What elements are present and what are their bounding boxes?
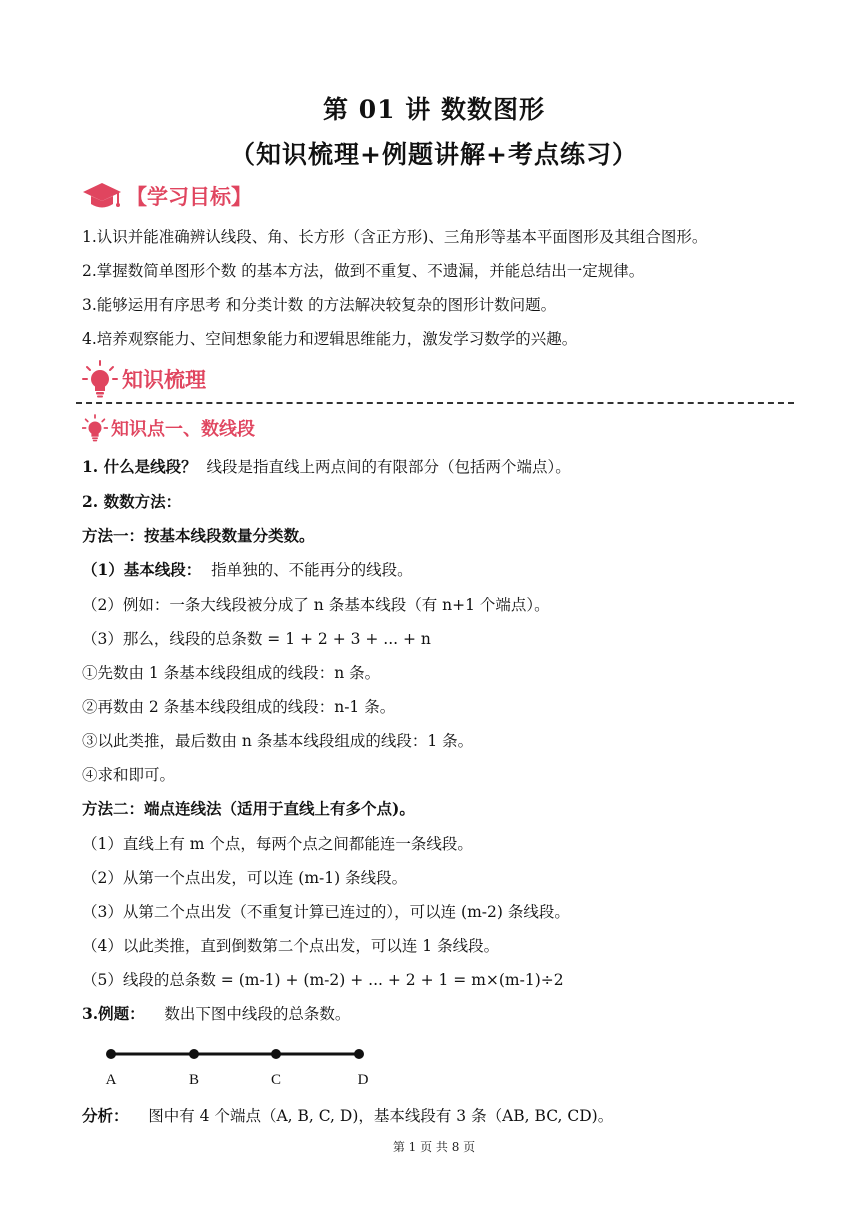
page-footer: 第 1 页 共 8 页 — [392, 1140, 476, 1154]
q1-label: 1. 什么是线段？ — [82, 457, 197, 476]
lightbulb-icon — [82, 360, 118, 398]
q1-line — [82, 457, 571, 477]
page-subtitle: （知识梳理+例题讲解+考点练习） — [230, 140, 638, 169]
method1-line: ③以此类推，最后数由 n 条基本线段组成的线段：1 条。 — [82, 732, 474, 750]
analysis-line — [82, 1106, 613, 1126]
q1-text: 线段是指直线上两点间的有限部分（包括两个端点）。 — [206, 458, 571, 476]
point-b — [189, 1049, 199, 1059]
method1-line: ②再数由 2 条基本线段组成的线段：n-1 条。 — [82, 698, 396, 716]
label-b: B — [188, 1072, 200, 1088]
goals-heading-text: 【学习目标】 — [126, 185, 252, 209]
knowledge-heading-text: 知识梳理 — [122, 368, 206, 392]
analysis-label: 分析： — [82, 1106, 129, 1125]
analysis-text: 图中有 4 个端点（A, B, C, D)，基本线段有 3 条（AB, BC, CD)。 — [148, 1107, 614, 1125]
goals-heading — [82, 180, 252, 212]
graduation-cap-icon — [82, 180, 122, 212]
method1-basic-label: （1）基本线段： — [82, 560, 202, 579]
method1-basic — [82, 560, 413, 580]
goal-item: 4.培养观察能力、空间想象能力和逻辑思维能力，激发学习数学的兴趣。 — [82, 330, 578, 348]
lightbulb-icon — [82, 414, 108, 442]
method2-line: （4）以此类推，直到倒数第二个点出发，可以连 1 条线段。 — [82, 937, 500, 955]
segment-diagram — [95, 1040, 385, 1090]
method2-line: （5）线段的总条数 = (m-1) + (m-2) + ... + 2 + 1 = m×(m-1)÷2 — [82, 971, 564, 989]
label-a: A — [105, 1072, 117, 1088]
label-c: C — [270, 1072, 282, 1088]
point-c — [271, 1049, 281, 1059]
goal-item: 3.能够运用有序思考 和分类计数 的方法解决较复杂的图形计数问题。 — [82, 296, 557, 314]
example-text: 数出下图中线段的总条数。 — [164, 1005, 351, 1023]
method2-line: （3）从第二个点出发（不重复计算已连过的），可以连 (m-2) 条线段。 — [82, 903, 570, 921]
goal-item: 2.掌握数简单图形个数 的基本方法，做到不重复、不遗漏，并能总结出一定规律。 — [82, 262, 645, 280]
q2-label: 2. 数数方法： — [82, 492, 182, 511]
goal-item: 1.认识并能准确辨认线段、角、长方形（含正方形)、三角形等基本平面图形及其组合图形。 — [82, 228, 708, 246]
method2-title: 方法二：端点连线法（适用于直线上有多个点)。 — [82, 799, 415, 818]
dashed-divider — [76, 402, 794, 404]
point-a — [106, 1049, 116, 1059]
example-label: 3.例题： — [82, 1004, 145, 1023]
method1-line: （2）例如：一条大线段被分成了 n 条基本线段（有 n+1 个端点）。 — [82, 596, 550, 614]
method1-line: ①先数由 1 条基本线段组成的线段：n 条。 — [82, 664, 381, 682]
method2-line: （1）直线上有 m 个点，每两个点之间都能连一条线段。 — [82, 835, 473, 853]
method2-line: （2）从第一个点出发，可以连 (m-1) 条线段。 — [82, 869, 408, 887]
page-title: 第 01 讲 数数图形 — [323, 95, 545, 124]
method1-line: ④求和即可。 — [82, 766, 176, 784]
point-d — [354, 1049, 364, 1059]
knowledge-heading — [82, 360, 206, 398]
point1-heading-text: 知识点一、数线段 — [111, 419, 255, 440]
method1-basic-text: 指单独的、不能再分的线段。 — [211, 561, 413, 579]
method1-line: （3）那么，线段的总条数 = 1 + 2 + 3 + ... + n — [82, 630, 431, 648]
label-d: D — [357, 1072, 369, 1088]
method1-title: 方法一：按基本线段数量分类数。 — [82, 526, 315, 545]
point1-heading — [82, 414, 255, 442]
example-line — [82, 1004, 350, 1024]
